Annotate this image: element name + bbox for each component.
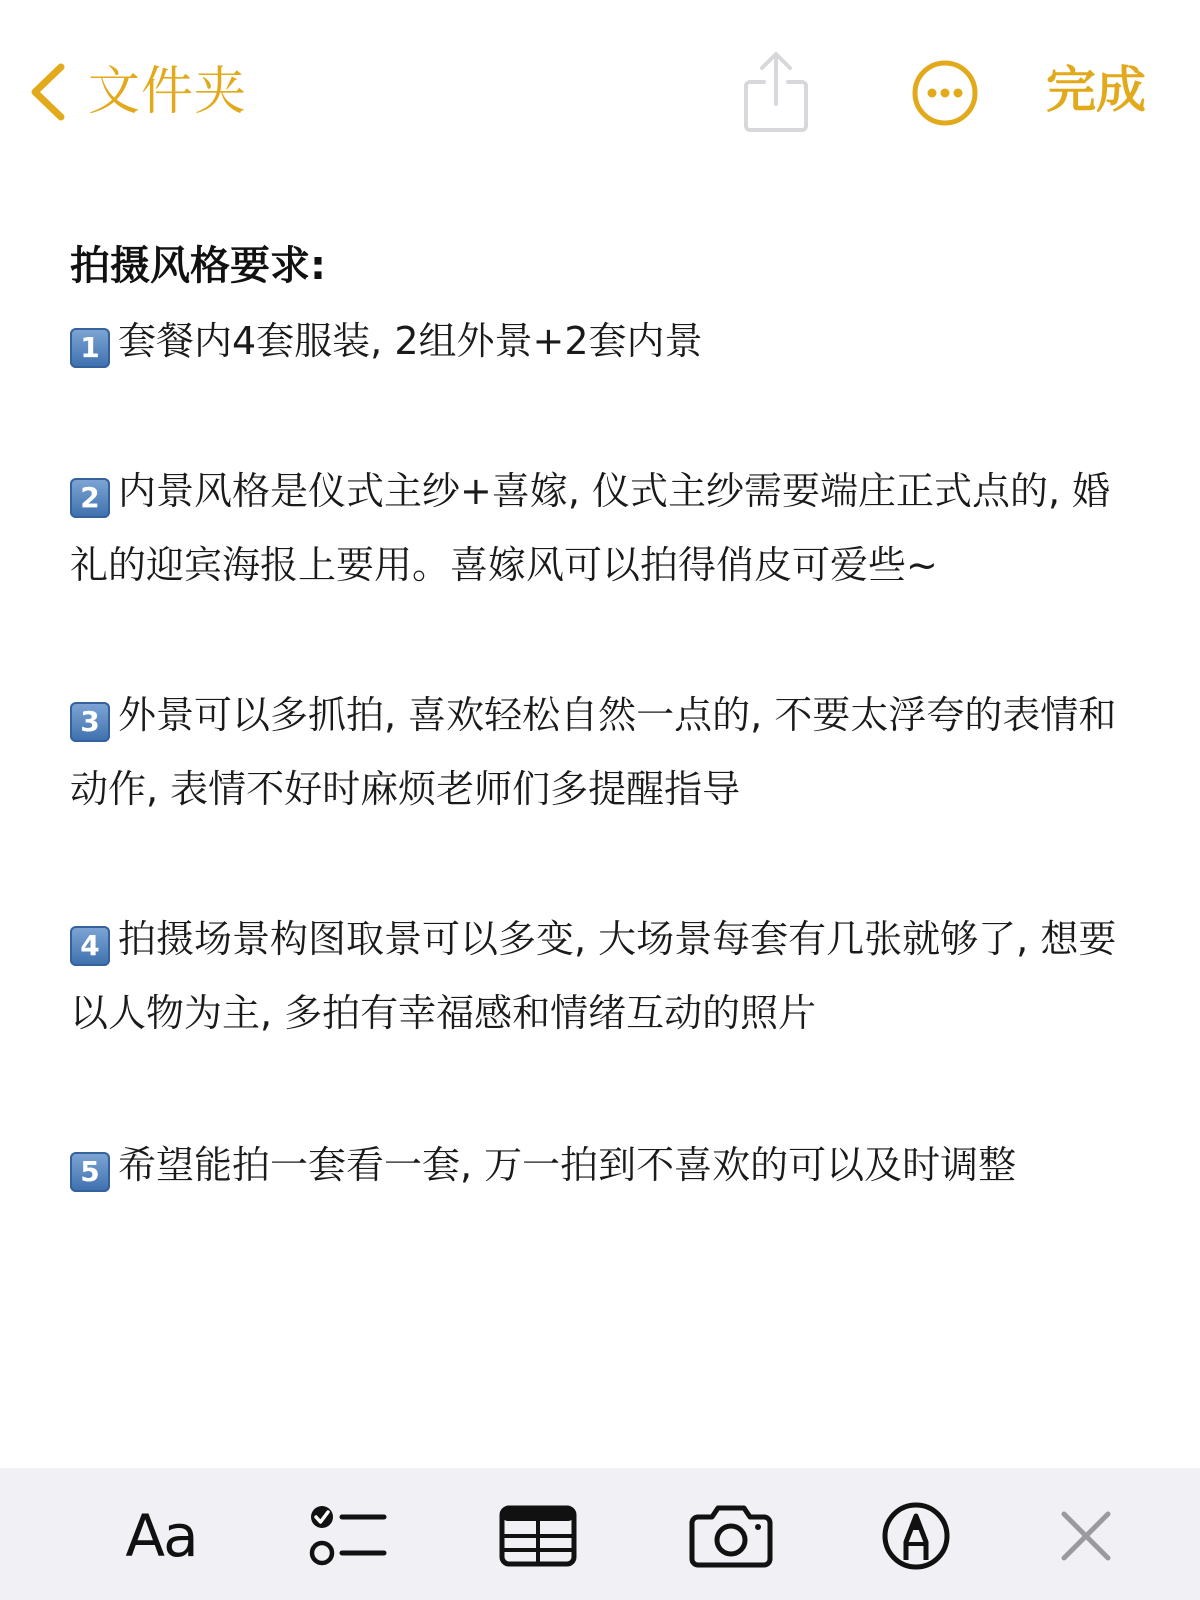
markup-icon (880, 1500, 952, 1572)
table-icon (498, 1504, 578, 1568)
number-3-badge: 3 (70, 702, 110, 742)
markup-button[interactable] (880, 1496, 952, 1576)
note-item-text: 套餐内4套服装, 2组外景+2套内景 (118, 319, 703, 363)
checklist-icon (308, 1501, 388, 1571)
note-item-text: 拍摄场景构图取景可以多变, 大场景每套有几张就够了, 想要以人物为主, 多拍有幸福感和情绪互动的照片 (70, 917, 1117, 1035)
note-item-5 (70, 1128, 1138, 1202)
close-keyboard-button[interactable] (1056, 1496, 1116, 1576)
share-icon (740, 48, 812, 134)
note-item-text: 外景可以多抓拍, 喜欢轻松自然一点的, 不要太浮夸的表情和动作, 表情不好时麻烦老师们多提醒指导 (70, 693, 1117, 811)
note-item-4 (70, 902, 1138, 1050)
camera-button[interactable] (688, 1496, 774, 1576)
note-item-1 (70, 304, 1138, 378)
checklist-button[interactable] (308, 1496, 388, 1576)
back-label: 文件夹 (88, 62, 248, 122)
number-4-badge: 4 (70, 926, 110, 966)
note-title: 拍摄风格要求: (70, 243, 326, 289)
chevron-left-icon (24, 60, 70, 124)
note-item-3 (70, 678, 1138, 826)
share-button[interactable] (740, 48, 812, 134)
more-options-button[interactable] (910, 58, 980, 128)
navigation-bar (0, 0, 1200, 180)
number-1-badge: 1 (70, 328, 110, 368)
note-item-text: 内景风格是仪式主纱+喜嫁, 仪式主纱需要端庄正式点的, 婚礼的迎宾海报上要用。喜嫁风可以拍得俏皮可爱些~ (70, 469, 1111, 587)
number-5-badge: 5 (70, 1152, 110, 1192)
note-item-2 (70, 454, 1138, 602)
table-button[interactable] (498, 1496, 578, 1576)
bottom-toolbar (0, 1468, 1200, 1600)
close-icon (1058, 1508, 1114, 1564)
ellipsis-circle-icon (910, 58, 980, 128)
note-item-text: 希望能拍一套看一套, 万一拍到不喜欢的可以及时调整 (118, 1143, 1017, 1187)
back-button[interactable] (24, 52, 247, 132)
format-button[interactable] (118, 1496, 204, 1576)
camera-icon (688, 1503, 774, 1569)
format-icon: Aa (125, 1502, 197, 1570)
number-2-badge: 2 (70, 478, 110, 518)
done-button[interactable]: 完成 (1046, 61, 1146, 119)
